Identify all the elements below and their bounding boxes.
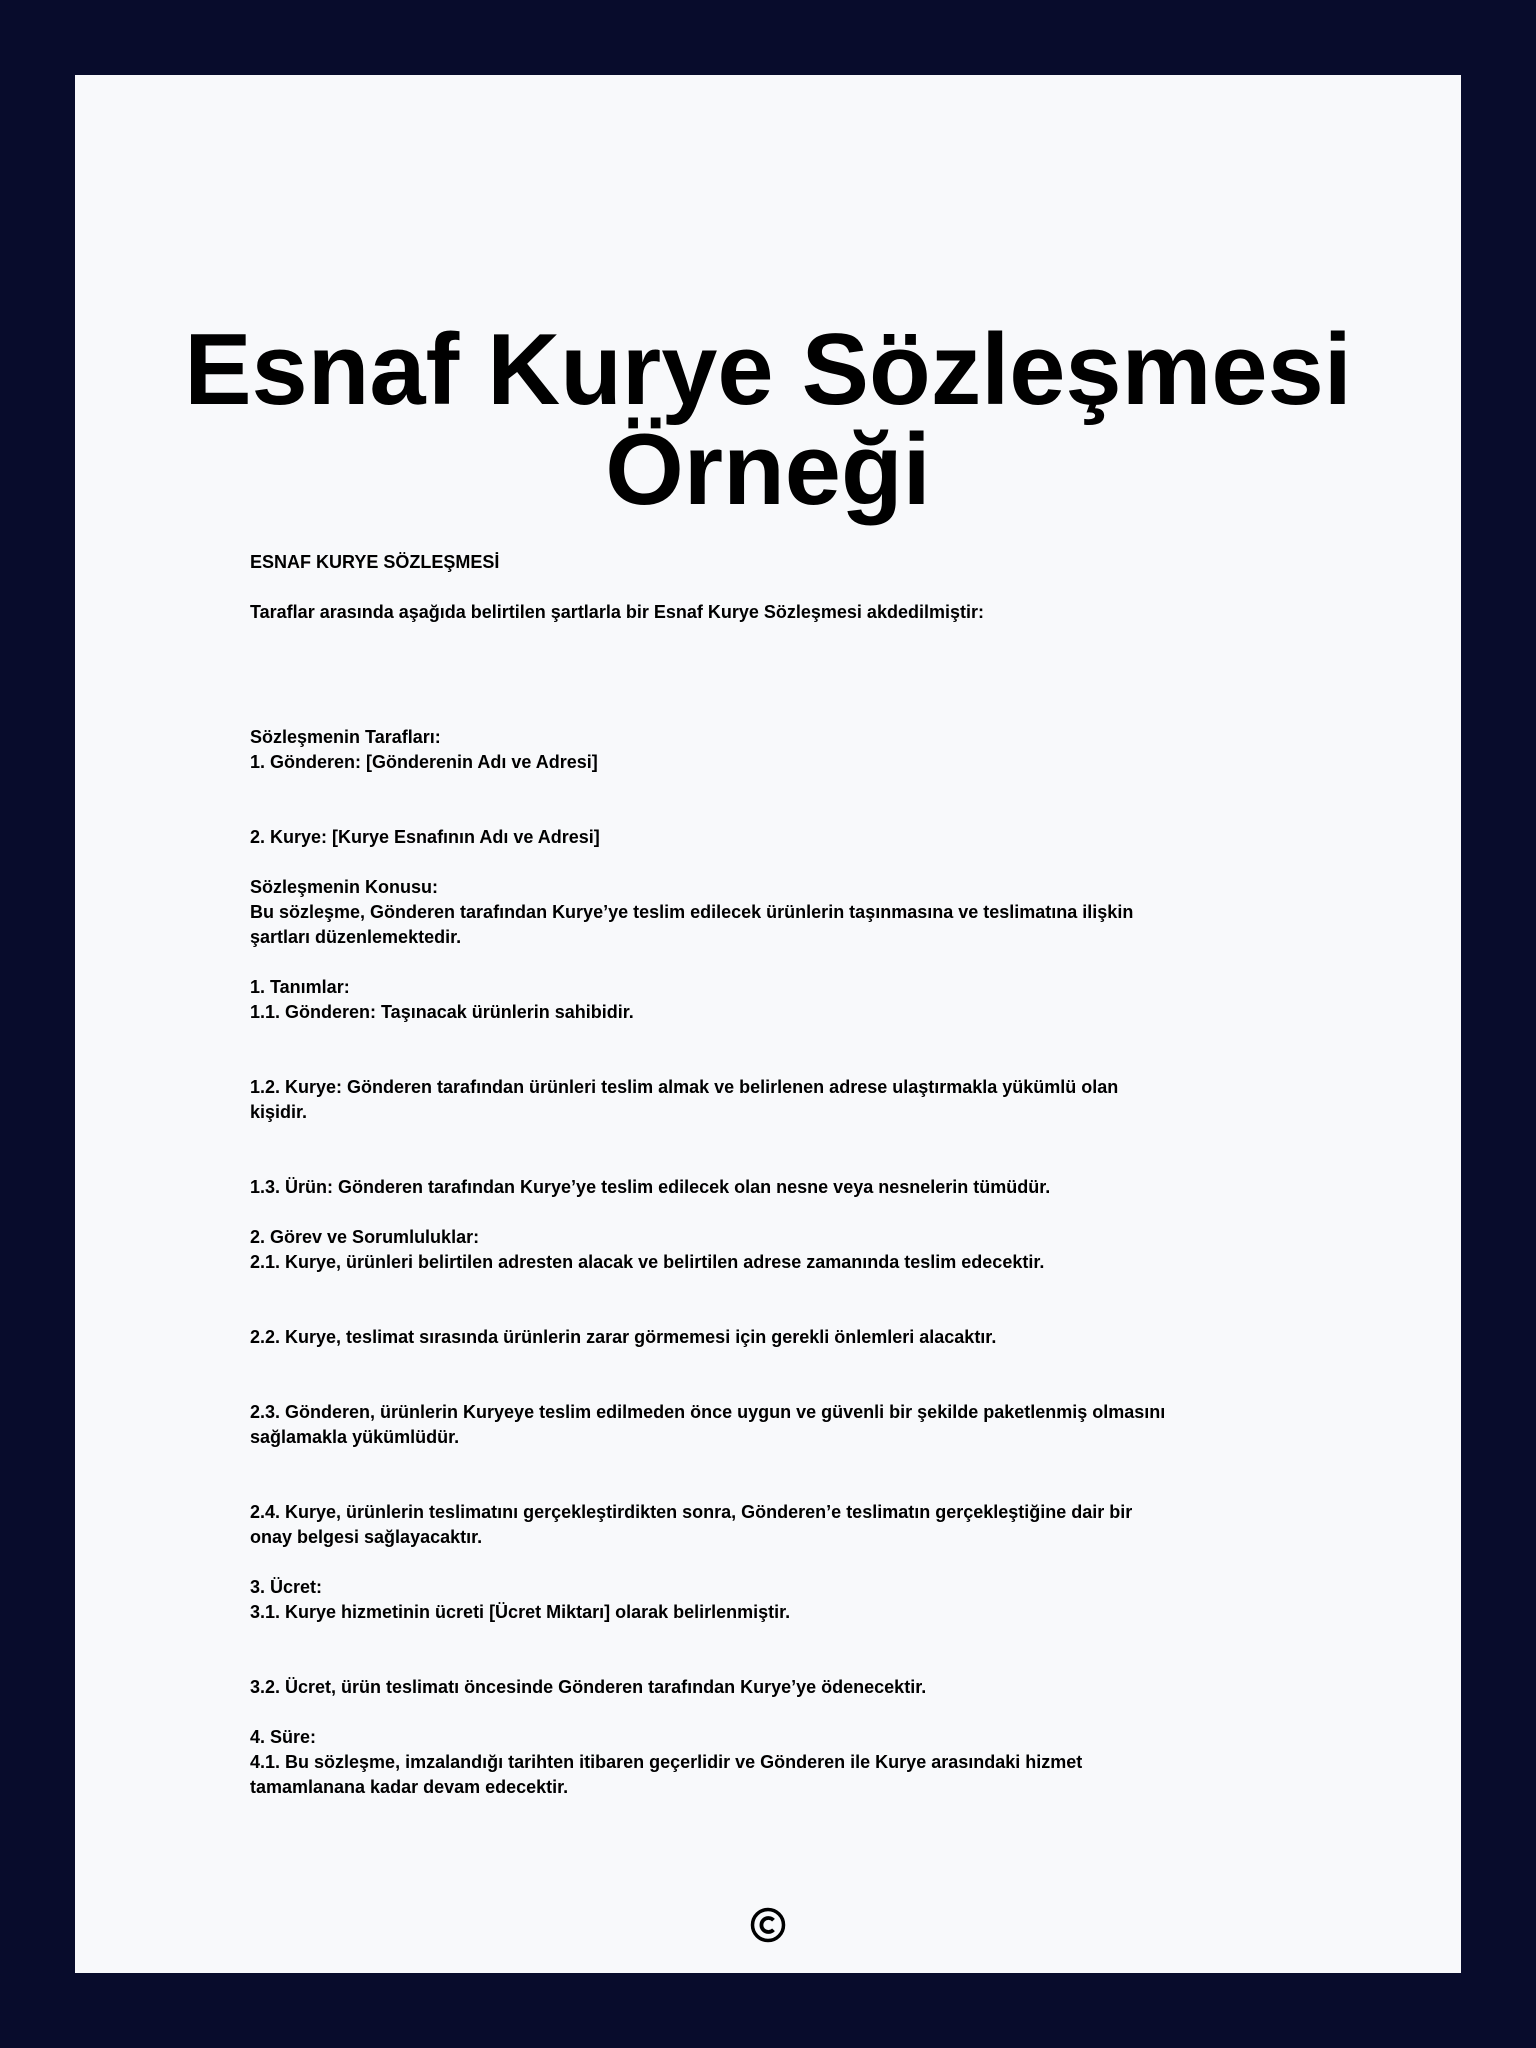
spacer — [250, 650, 1310, 675]
spacer — [250, 1200, 1310, 1225]
page-title-line-2: Örneği — [605, 414, 931, 526]
spacer — [250, 1350, 1310, 1375]
spacer — [250, 1300, 1310, 1325]
spacer — [250, 775, 1310, 800]
page-title — [75, 314, 1461, 526]
spacer — [250, 1650, 1310, 1675]
spacer — [250, 675, 1310, 700]
spacer — [250, 575, 1310, 600]
spacer — [250, 800, 1310, 825]
subject-text-line-2: şartları düzenlemektedir. — [250, 927, 462, 947]
definitions-header: 1. Tanımlar: — [250, 977, 350, 997]
clause-2-1: 2.1. Kurye, ürünleri belirtilen adresten alacak ve belirtilen adrese zamanında teslim edecektir. — [250, 1252, 1045, 1272]
spacer — [250, 950, 1310, 975]
footer — [75, 1907, 1461, 1948]
spacer — [250, 1275, 1310, 1300]
clause-2-4-line-2: onay belgesi sağlayacaktır. — [250, 1527, 483, 1547]
spacer — [250, 1475, 1310, 1500]
party-sender: 1. Gönderen: [Gönderenin Adı ve Adresi] — [250, 752, 598, 772]
spacer — [250, 1125, 1310, 1150]
spacer — [250, 1375, 1310, 1400]
spacer — [250, 1450, 1310, 1475]
contract-body — [250, 550, 1310, 1800]
contract-intro: Taraflar arasında aşağıda belirtilen şartlarla bir Esnaf Kurye Sözleşmesi akdedilmiştir: — [250, 602, 984, 622]
party-courier: 2. Kurye: [Kurye Esnafının Adı ve Adresi] — [250, 827, 600, 847]
copyright-icon — [750, 1907, 786, 1943]
clause-3-1: 3.1. Kurye hizmetinin ücreti [Ücret Miktarı] olarak belirlenmiştir. — [250, 1602, 791, 1622]
clause-1-2-line-1: 1.2. Kurye: Gönderen tarafından ürünleri teslim almak ve belirlenen adrese ulaştırmakla yükümlü olan — [250, 1077, 1119, 1097]
clause-1-3: 1.3. Ürün: Gönderen tarafından Kurye’ye teslim edilecek olan nesne veya nesnelerin tümüdür. — [250, 1177, 1051, 1197]
subject-header: Sözleşmenin Konusu: — [250, 877, 439, 897]
clause-1-2-line-2: kişidir. — [250, 1102, 308, 1122]
spacer — [250, 1025, 1310, 1050]
clause-4-1-line-2: tamamlanana kadar devam edecektir. — [250, 1777, 569, 1797]
clause-2-2: 2.2. Kurye, teslimat sırasında ürünlerin zarar görmemesi için gerekli önlemleri alacaktır. — [250, 1327, 997, 1347]
spacer — [250, 1150, 1310, 1175]
spacer — [250, 1625, 1310, 1650]
document-page — [75, 75, 1461, 1973]
clause-4-1-line-1: 4.1. Bu sözleşme, imzalandığı tarihten itibaren geçerlidir ve Gönderen ile Kurye arasındaki hizmet — [250, 1752, 1083, 1772]
clause-2-3-line-1: 2.3. Gönderen, ürünlerin Kuryeye teslim edilmeden önce uygun ve güvenli bir şekilde paketlenmiş olmasını — [250, 1402, 1166, 1422]
page-title-line-1: Esnaf Kurye Sözleşmesi — [184, 314, 1352, 426]
fee-header: 3. Ücret: — [250, 1577, 323, 1597]
spacer — [250, 625, 1310, 650]
spacer — [250, 700, 1310, 725]
clause-3-2: 3.2. Ücret, ürün teslimatı öncesinde Gönderen tarafından Kurye’ye ödenecektir. — [250, 1677, 927, 1697]
clause-2-4-line-1: 2.4. Kurye, ürünlerin teslimatını gerçekleştirdikten sonra, Gönderen’e teslimatın gerçekleştiğine dair bir — [250, 1502, 1133, 1522]
parties-header: Sözleşmenin Tarafları: — [250, 727, 441, 747]
contract-heading: ESNAF KURYE SÖZLEŞMESİ — [250, 552, 500, 572]
spacer — [250, 1550, 1310, 1575]
spacer — [250, 1700, 1310, 1725]
term-header: 4. Süre: — [250, 1727, 317, 1747]
clause-1-1: 1.1. Gönderen: Taşınacak ürünlerin sahibidir. — [250, 1002, 634, 1022]
spacer — [250, 1050, 1310, 1075]
clause-2-3-line-2: sağlamakla yükümlüdür. — [250, 1427, 460, 1447]
duties-header: 2. Görev ve Sorumluluklar: — [250, 1227, 480, 1247]
spacer — [250, 850, 1310, 875]
subject-text-line-1: Bu sözleşme, Gönderen tarafından Kurye’ye teslim edilecek ürünlerin taşınmasına ve teslimatına ilişkin — [250, 902, 1134, 922]
